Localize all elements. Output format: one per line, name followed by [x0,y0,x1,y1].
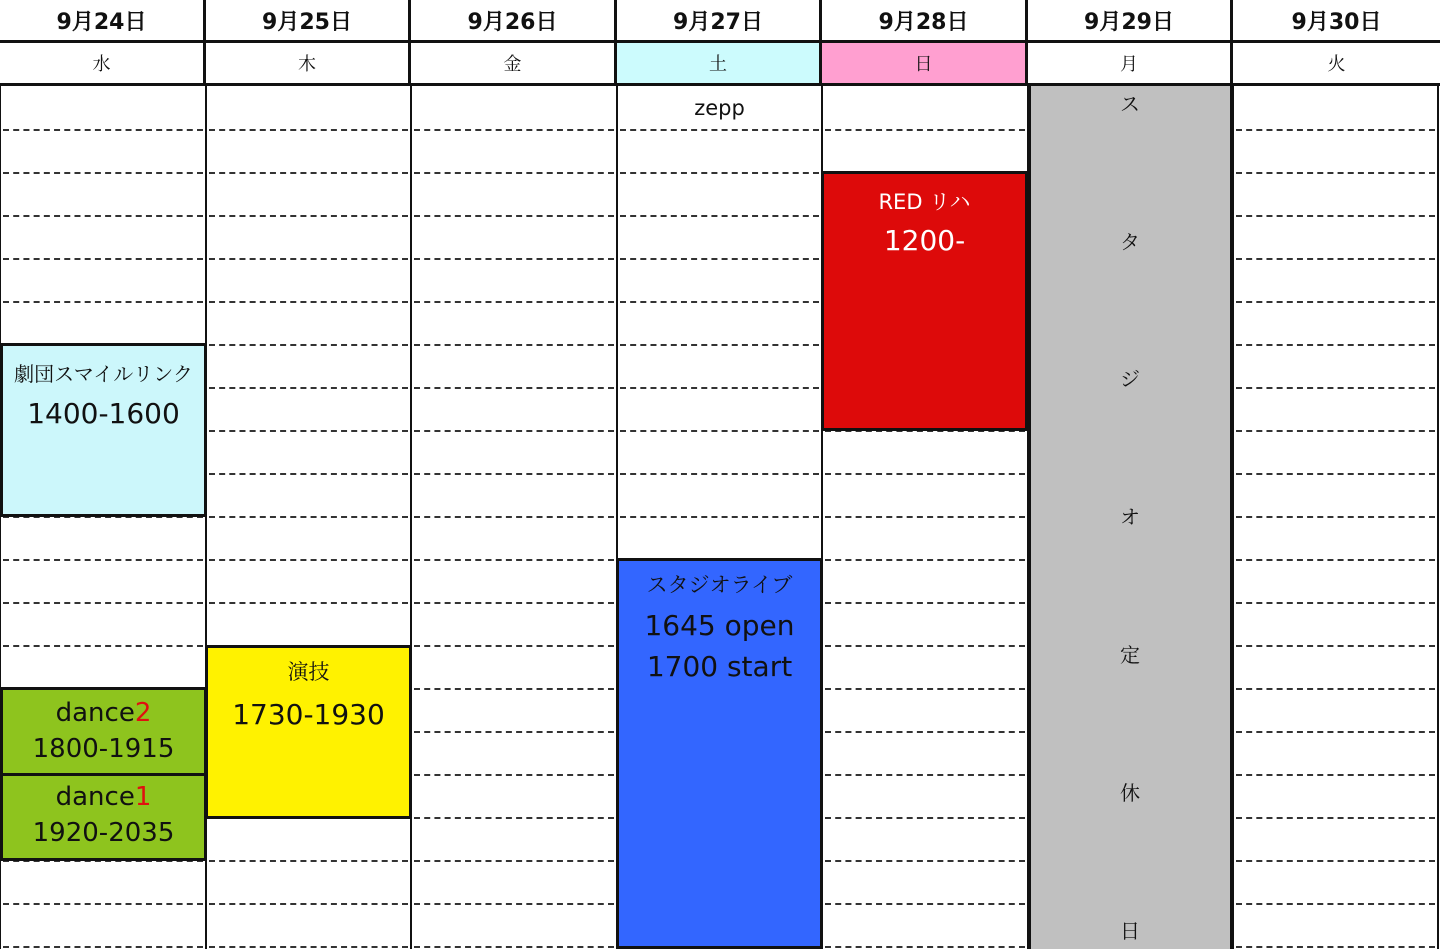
event-engi-time: 1730-1930 [232,698,385,731]
grid-row-line [1236,473,1435,475]
grid-row-line [1236,688,1435,690]
grid-row-line [1236,516,1435,518]
grid-row-line [620,473,819,475]
grid-row-line [3,301,203,303]
grid-row-line [620,258,819,260]
grid-row-line [209,129,408,131]
dow-header-thu: 木 [206,43,411,86]
grid-row-line [620,301,819,303]
date-header-0924: 9月24日 [0,0,206,43]
grid-row-line [1236,731,1435,733]
grid-column-line [1437,86,1439,949]
grid-row-line [414,473,614,475]
grid-row-line [1236,172,1435,174]
grid-row-line [1236,215,1435,217]
grid-row-line [825,129,1025,131]
event-studio-live-title: スタジオライブ [646,573,793,597]
closed-char-3: ジ [1120,367,1140,391]
event-red-riha-time: 1200- [883,224,966,257]
grid-row-line [825,817,1025,819]
closed-char-7: 日 [1120,919,1140,943]
grid-row-line [1236,903,1435,905]
grid-row-line [414,516,614,518]
grid-row-line [209,387,408,389]
date-header-0926: 9月26日 [411,0,617,43]
grid-row-line [1236,817,1435,819]
event-engi-title: 演技 [287,660,330,684]
date-header-0930: 9月30日 [1233,0,1440,43]
grid-row-line [825,903,1025,905]
event-gekidan-title: 劇団スマイルリンク [14,362,193,386]
grid-row-line [414,903,614,905]
grid-row-line [825,645,1025,647]
dow-header-fri: 金 [411,43,617,86]
event-red-riha-title: RED リハ [878,190,971,214]
grid-row-line [209,860,408,862]
grid-row-line [414,172,614,174]
grid-row-line [209,946,408,948]
event-dance1 [0,773,207,861]
dow-header-tue: 火 [1233,43,1440,86]
grid-row-line [209,430,408,432]
event-studio-live-start: 1700 start [646,650,793,683]
closed-char-4: オ [1120,505,1140,529]
grid-row-line [414,129,614,131]
event-dance2-time: 1800-1915 [32,734,175,764]
grid-row-line [1236,430,1435,432]
grid-row-line [414,559,614,561]
event-studio-live [616,558,823,949]
dow-header-sun: 日 [822,43,1028,86]
grid-row-line [3,903,203,905]
grid-row-line [1236,774,1435,776]
event-red-riha [821,171,1028,431]
grid-row-line [825,559,1025,561]
grid-row-line [3,559,203,561]
event-gekidan-time: 1400-1600 [27,397,180,430]
closed-char-2: タ [1120,230,1140,254]
grid-row-line [414,344,614,346]
grid-row-line [414,602,614,604]
date-header-0929: 9月29日 [1028,0,1233,43]
grid-row-line [825,774,1025,776]
event-zepp-label: zepp [694,96,745,120]
grid-row-line [825,860,1025,862]
grid-row-line [3,129,203,131]
closed-char-6: 休 [1120,781,1140,805]
grid-row-line [825,946,1025,948]
dow-header-sat: 土 [617,43,822,86]
grid-row-line [1236,258,1435,260]
event-dance1-title: dance1 [55,782,152,812]
date-header-0927: 9月27日 [617,0,822,43]
grid-row-line [620,430,819,432]
closed-char-5: 定 [1120,643,1140,667]
grid-row-line [620,344,819,346]
grid-row-line [825,602,1025,604]
dow-header-wed: 水 [0,43,206,86]
grid-row-line [209,344,408,346]
grid-row-line [414,774,614,776]
grid-row-line [3,645,203,647]
grid-row-line [209,903,408,905]
dance1-number: 1 [134,782,152,812]
grid-row-line [825,688,1025,690]
grid-row-line [620,387,819,389]
grid-row-line [414,258,614,260]
grid-row-line [620,215,819,217]
date-header-0928: 9月28日 [822,0,1028,43]
grid-row-line [414,387,614,389]
grid-row-line [1236,946,1435,948]
grid-row-line [209,258,408,260]
dance2-number: 2 [134,698,152,728]
grid-row-line [825,516,1025,518]
event-dance2-title: dance2 [55,698,152,728]
event-engi [205,645,412,819]
grid-row-line [414,215,614,217]
grid-row-line [825,473,1025,475]
grid-row-line [620,129,819,131]
grid-row-line [620,172,819,174]
grid-row-line [1236,129,1435,131]
grid-row-line [1236,344,1435,346]
grid-row-line [414,645,614,647]
grid-row-line [1236,559,1435,561]
grid-row-line [414,430,614,432]
event-gekidan [0,343,207,517]
grid-row-line [1236,860,1435,862]
grid-row-line [414,946,614,948]
event-dance1-time: 1920-2035 [32,818,175,848]
grid-row-line [209,516,408,518]
grid-row-line [1236,301,1435,303]
grid-row-line [3,172,203,174]
date-header-0925: 9月25日 [206,0,411,43]
grid-row-line [825,731,1025,733]
closed-char-1: ス [1120,92,1140,116]
grid-row-line [3,602,203,604]
grid-row-line [1236,387,1435,389]
dow-header-mon: 月 [1028,43,1233,86]
event-studio-live-open: 1645 open [644,609,795,642]
grid-row-line [209,301,408,303]
grid-row-line [209,172,408,174]
grid-row-line [3,215,203,217]
grid-row-line [414,731,614,733]
grid-column-line [410,86,412,949]
grid-row-line [3,946,203,948]
grid-row-line [620,516,819,518]
grid-row-line [1236,645,1435,647]
event-dance2 [0,687,207,776]
grid-row-line [209,559,408,561]
grid-row-line [1236,602,1435,604]
grid-row-line [209,215,408,217]
grid-row-line [414,817,614,819]
grid-row-line [414,860,614,862]
grid-row-line [209,473,408,475]
grid-row-line [414,688,614,690]
grid-row-line [3,258,203,260]
grid-row-line [209,602,408,604]
grid-row-line [414,301,614,303]
